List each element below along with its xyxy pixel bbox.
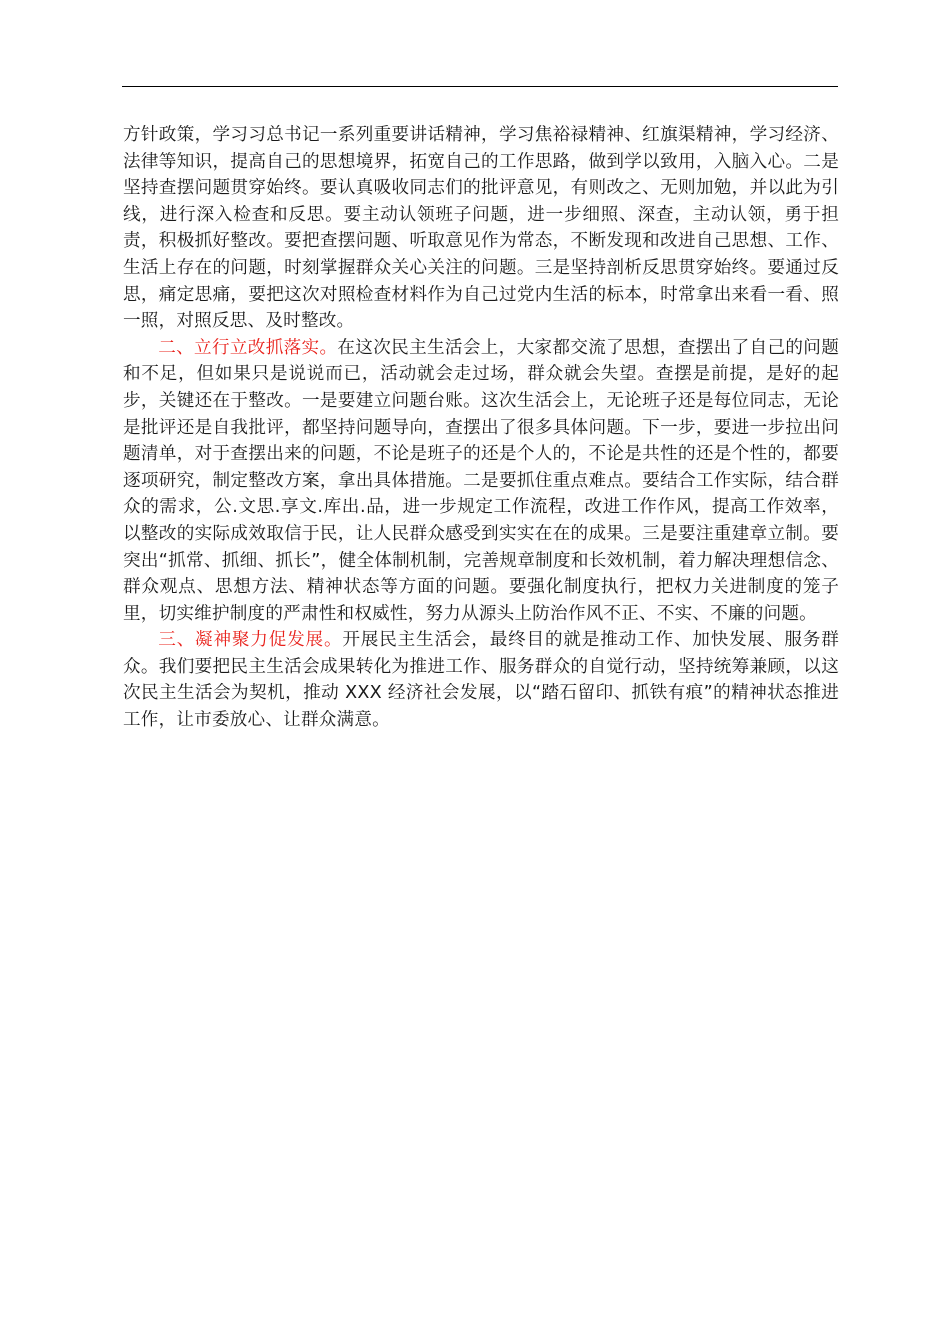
paragraph-3-text: 开展民主生活会，最终目的就是推动工作、加快发展、服务群众。我们要把民主生活会成果转化为推进工作、服务群众的自觉行动，坚持统筹兼顾，以这次民主生活会为契机，推动 XXX 经济社会发展，以“踏石留印、抓铁有痕”的精神状态推进工作，让市委放心、让群众满意。 bbox=[123, 630, 839, 731]
section-heading-2: 二、立行立改抓落实。 bbox=[158, 337, 338, 358]
paragraph-2 bbox=[123, 335, 839, 628]
paragraph-1-text: 方针政策，学习习总书记一系列重要讲话精神，学习焦裕禄精神、红旗渠精神，学习经济、法律等知识，提高自己的思想境界，拓宽自己的工作思路，做到学以致用，入脑入心。二是坚持查摆问题贯穿始终。要认真吸收同志们的批评意见，有则改之、无则加勉，并以此为引线，进行深入检查和反思。要主动认领班子问题，进一步细照、深查，主动认领，勇于担责，积极抓好整改。要把查摆问题、听取意见作为常态，不断发现和改进自己思想、工作、生活上存在的问题，时刻掌握群众关心关注的问题。三是坚持剖析反思贯穿始终。要通过反思，痛定思痛，要把这次对照检查材料作为自己过党内生活的标本，时常拿出来看一看、照一照，对照反思、及时整改。 bbox=[123, 125, 839, 332]
header-rule bbox=[122, 86, 838, 87]
document-body bbox=[123, 122, 839, 734]
paragraph-3 bbox=[123, 627, 839, 733]
paragraph-1 bbox=[123, 122, 839, 335]
paragraph-2-text: 在这次民主生活会上，大家都交流了思想，查摆出了自己的问题和不足，但如果只是说说而已，活动就会走过场，群众就会失望。查摆是前提，是好的起步，关键还在于整改。一是要建立问题台账。这次生活会上，无论班子还是每位同志，无论是批评还是自我批评，都坚持问题导向，查摆出了很多具体问题。下一步，要进一步拉出问题清单，对于查摆出来的问题，不论是班子的还是个人的，不论是共性的还是个性的，都要逐项研究，制定整改方案，拿出具体措施。二是要抓住重点难点。要结合工作实际，结合群众的需求，公.文思.享文.库出.品，进一步规定工作流程，改进工作作风，提高工作效率，以整改的实际成效取信于民，让人民群众感受到实实在在的成果。三是要注重建章立制。要突出“抓常、抓细、抓长”，健全体制机制，完善规章制度和长效机制，着力解决理想信念、群众观点、思想方法、精神状态等方面的问题。要强化制度执行，把权力关进制度的笼子里，切实维护制度的严肃性和权威性，努力从源头上防治作风不正、不实、不廉的问题。 bbox=[123, 337, 839, 624]
section-heading-3: 三、凝神聚力促发展。 bbox=[158, 630, 343, 651]
